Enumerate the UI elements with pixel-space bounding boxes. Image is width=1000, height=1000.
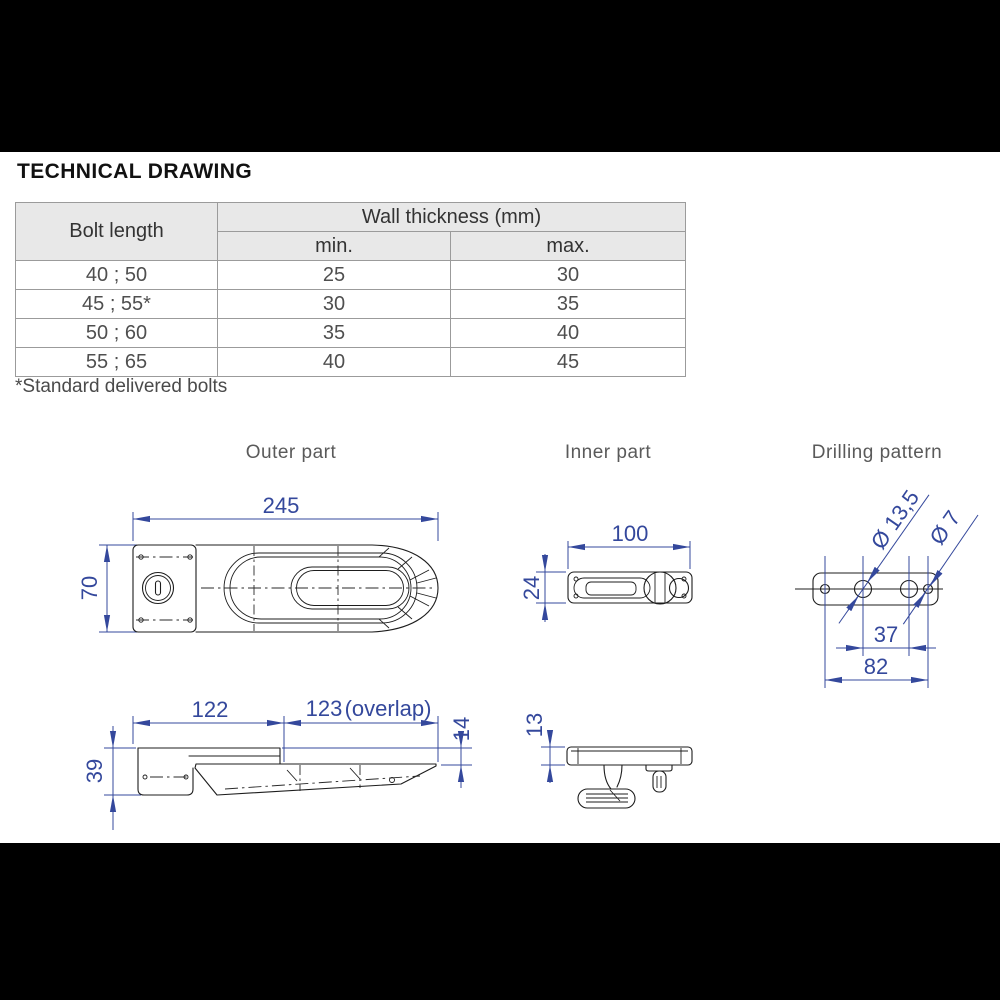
max-cell: 35: [451, 290, 686, 319]
dim-inner-thickness: 13: [522, 712, 547, 738]
document-page: [0, 152, 1000, 843]
dim-outer-overlap-label: (overlap): [344, 696, 432, 721]
technical-drawing-canvas: [0, 480, 1000, 843]
bolt-length-cell: 55 ; 65: [16, 348, 218, 377]
max-cell: 30: [451, 261, 686, 290]
footnote: *Standard delivered bolts: [15, 376, 228, 397]
min-cell: 40: [218, 348, 451, 377]
table-row: [16, 290, 686, 319]
turn-knob: [644, 572, 689, 604]
dim-outer-overlap-thickness: 14: [449, 716, 474, 742]
dim-drill-hole-spacing: 37: [873, 622, 899, 647]
outer-part-side-view: [82, 696, 474, 830]
dim-outer-length: 245: [262, 493, 300, 518]
grip-handle: [578, 789, 635, 808]
max-cell: 45: [451, 348, 686, 377]
outer-side-dimensions: [82, 696, 474, 830]
wall-thickness-header: Wall thickness (mm): [218, 203, 686, 232]
section-title-inner-part: Inner part: [564, 442, 652, 463]
outer-part-top-view: [77, 493, 438, 632]
section-title-outer-part: Outer part: [245, 442, 337, 463]
dim-outer-front-segment: 122: [191, 697, 229, 722]
inner-plate-edge: [567, 747, 692, 765]
latch-tongue: [653, 771, 666, 792]
dim-outer-height: 39: [82, 758, 107, 784]
handle-stem: [604, 765, 611, 789]
dim-outer-overlap-segment: 123: [305, 696, 343, 721]
handle-side: [195, 764, 436, 795]
inner-part-side-view: [522, 713, 692, 808]
inner-side-dimensions: [522, 713, 565, 783]
table-row: [16, 348, 686, 377]
max-cell: 40: [451, 319, 686, 348]
min-cell: 30: [218, 290, 451, 319]
dim-drill-hole-large: Ø 13,5: [865, 485, 925, 554]
lock-body-side: [138, 748, 193, 795]
bolt-length-cell: 40 ; 50: [16, 261, 218, 290]
min-cell: 35: [218, 319, 451, 348]
dim-inner-width: 24: [519, 575, 544, 601]
min-cell: 25: [218, 261, 451, 290]
latch-bracket: [646, 765, 672, 771]
dim-drill-hole-small: Ø 7: [924, 505, 966, 550]
corner-marks: [139, 555, 192, 622]
dim-inner-length: 100: [611, 521, 649, 546]
max-header: max.: [451, 232, 686, 261]
outer-top-dimensions: [77, 493, 438, 632]
table-header-row: [16, 203, 686, 232]
bolt-length-cell: 50 ; 60: [16, 319, 218, 348]
key-cylinder: [143, 573, 174, 604]
drilling-dimensions: [825, 485, 978, 688]
table-row: [16, 261, 686, 290]
bolt-length-table: [15, 202, 686, 377]
section-title-drilling-pattern: Drilling pattern: [811, 442, 943, 463]
table-row: [16, 319, 686, 348]
page-title: TECHNICAL DRAWING: [17, 160, 253, 183]
min-header: min.: [218, 232, 451, 261]
bolt-length-cell: 45 ; 55*: [16, 290, 218, 319]
inner-part-top-view: [519, 521, 692, 622]
bolt-length-header: Bolt length: [16, 203, 218, 261]
dim-drill-outer-spacing: 82: [863, 654, 889, 679]
drilling-pattern-view: [795, 485, 978, 688]
dim-outer-width: 70: [77, 575, 102, 601]
